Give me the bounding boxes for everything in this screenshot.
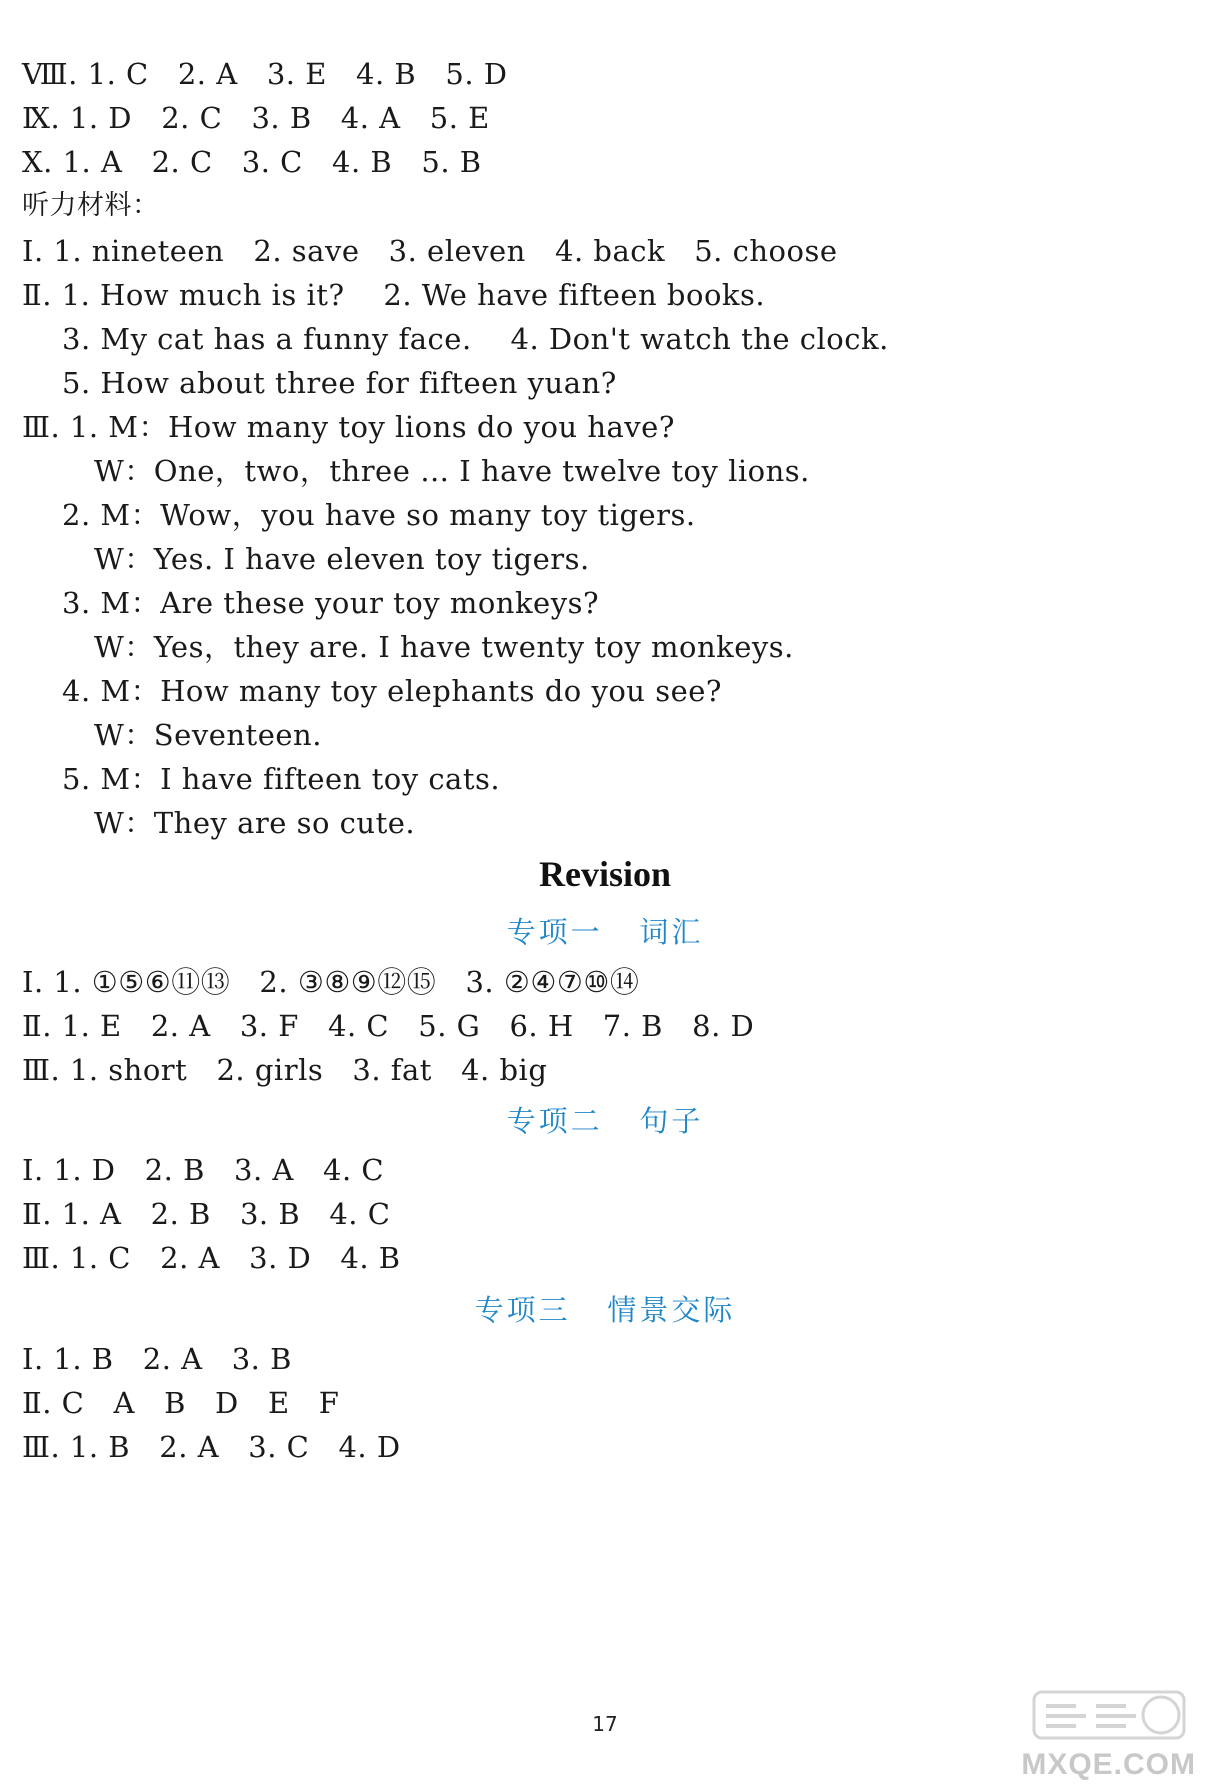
section-heading-sentences: 专项二 句子 <box>506 1104 704 1138</box>
listening-heading: 听力材料： <box>22 190 160 221</box>
dialogue-3-w: W：Yes，they are. I have twenty toy monkeys. <box>94 630 794 664</box>
sentence-line-i: Ⅰ. 1. D 2. B 3. A 4. C <box>22 1153 385 1187</box>
sentence-line-ii: Ⅱ. 1. A 2. B 3. B 4. C <box>22 1197 391 1231</box>
answer-line-ix: Ⅸ. 1. D 2. C 3. B 4. A 5. E <box>22 101 490 135</box>
answer-line-viii: Ⅷ. 1. C 2. A 3. E 4. B 5. D <box>22 57 508 91</box>
dialogue-4-w: W：Seventeen. <box>94 718 322 752</box>
vocab-line-iii: Ⅲ. 1. short 2. girls 3. fat 4. big <box>22 1053 548 1087</box>
dialogue-1-w: W：One，two，three … I have twelve toy lions. <box>94 454 810 488</box>
vocab-line-ii: Ⅱ. 1. E 2. A 3. F 4. C 5. G 6. H 7. B 8. D <box>22 1009 755 1043</box>
section-heading-communication: 专项三 情景交际 <box>474 1293 736 1327</box>
section-heading-vocabulary: 专项一 词汇 <box>506 915 704 949</box>
dialogue-5-w: W：They are so cute. <box>94 806 416 840</box>
dialogue-3-m: 3. M：Are these your toy monkeys? <box>62 586 600 620</box>
answer-line-x: Ⅹ. 1. A 2. C 3. C 4. B 5. B <box>22 145 482 179</box>
communication-line-i: Ⅰ. 1. B 2. A 3. B <box>22 1342 292 1376</box>
communication-line-iii: Ⅲ. 1. B 2. A 3. C 4. D <box>22 1430 401 1464</box>
listening-line-ii-3: 3. My cat has a funny face. 4. Don't watch the clock. <box>62 322 889 356</box>
communication-line-ii: Ⅱ. C A B D E F <box>22 1386 340 1420</box>
vocab-line-i: Ⅰ. 1. ①⑤⑥⑪⑬ 2. ③⑧⑨⑫⑮ 3. ②④⑦⑩⑭ <box>22 965 640 999</box>
listening-line-ii-5: 5. How about three for fifteen yuan? <box>62 366 617 400</box>
sentence-line-iii: Ⅲ. 1. C 2. A 3. D 4. B <box>22 1241 401 1275</box>
watermark-text: MXQE.COM <box>1021 1748 1196 1781</box>
dialogue-5-m: 5. M：I have fifteen toy cats. <box>62 762 501 796</box>
dialogue-1-m: Ⅲ. 1. M：How many toy lions do you have? <box>22 410 675 444</box>
dialogue-2-m: 2. M：Wow，you have so many toy tigers. <box>62 498 696 532</box>
listening-line-i: Ⅰ. 1. nineteen 2. save 3. eleven 4. back 5. choose <box>22 234 838 268</box>
listening-line-ii-1: Ⅱ. 1. How much is it? 2. We have fifteen books. <box>22 278 766 312</box>
page-number: 17 <box>592 1712 618 1736</box>
dialogue-4-m: 4. M：How many toy elephants do you see? <box>62 674 722 708</box>
revision-title: Revision <box>538 854 671 894</box>
dialogue-2-w: W：Yes. I have eleven toy tigers. <box>94 542 590 576</box>
